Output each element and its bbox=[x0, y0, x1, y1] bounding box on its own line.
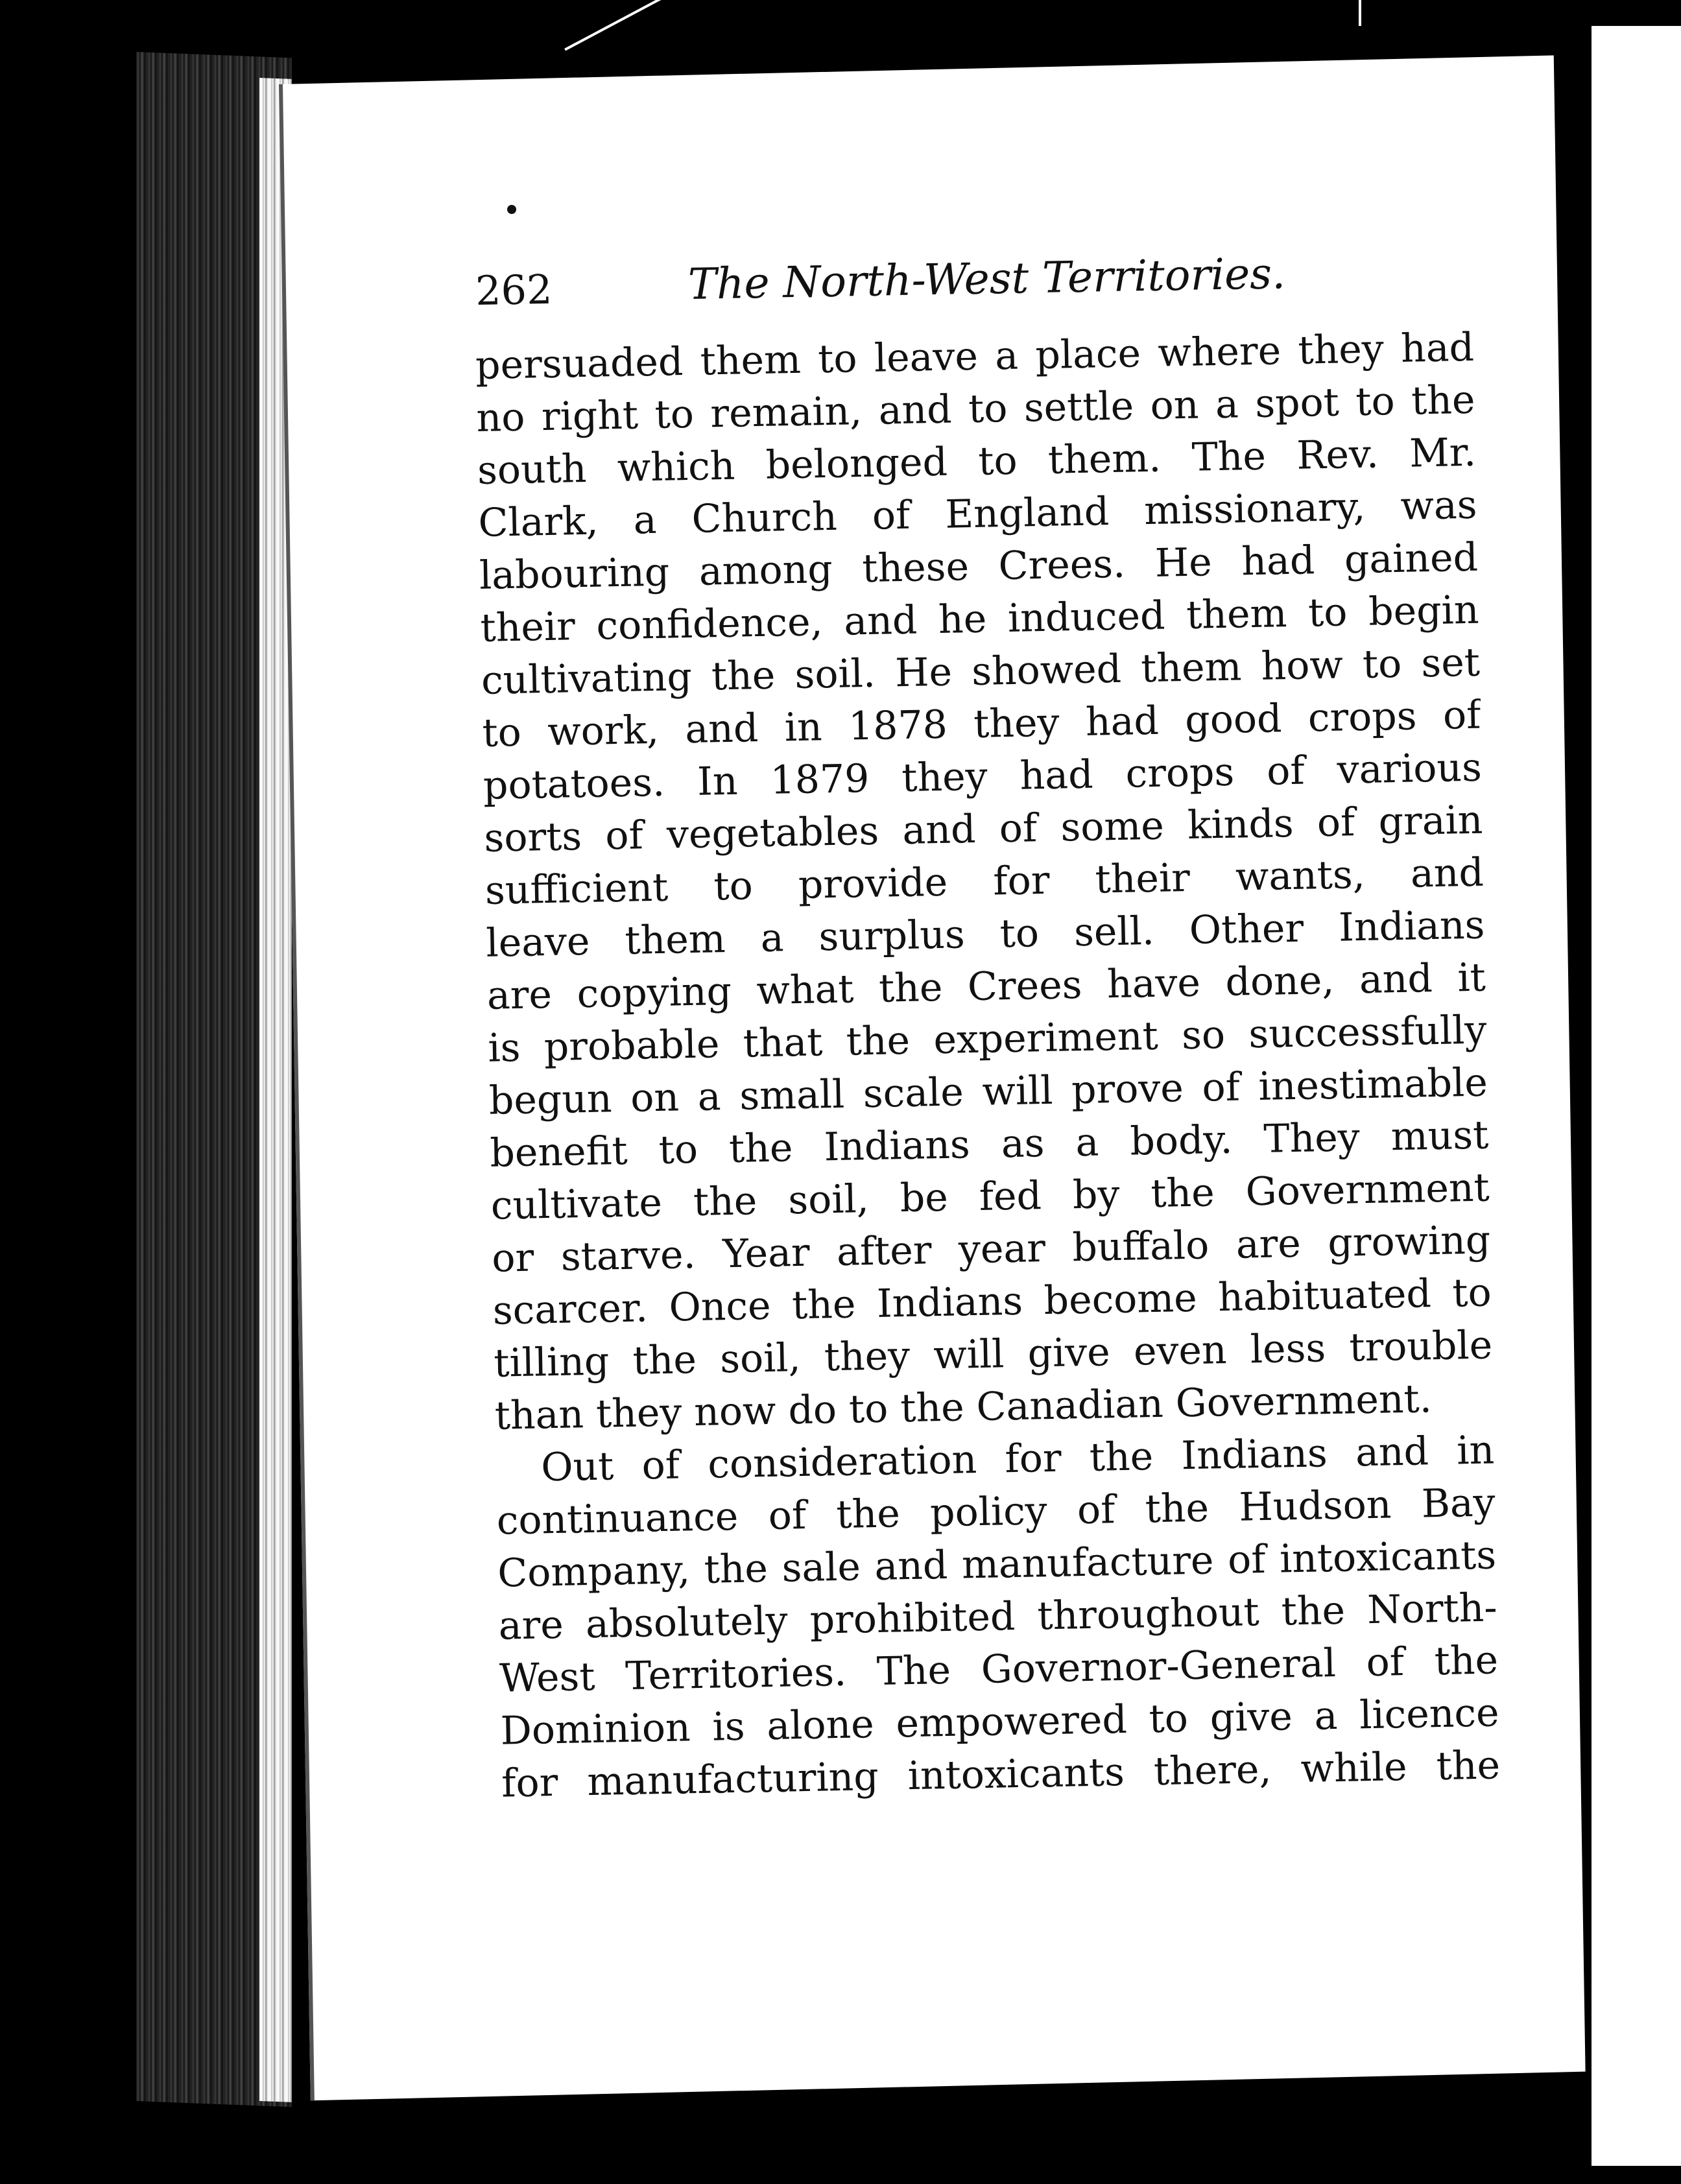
scan-artifact bbox=[564, 0, 674, 51]
text-line: sufficient to provide for their wants, and bbox=[484, 849, 1484, 914]
body-text bbox=[475, 322, 1500, 1810]
text-line: their confidence, and he induced them to begin bbox=[479, 587, 1479, 651]
text-line: than they now do to the Canadian Government. bbox=[494, 1376, 1433, 1439]
text-line: are absolutely prohibited throughout the North- bbox=[498, 1585, 1498, 1649]
text-line: for manufacturing intoxicants there, while the bbox=[501, 1742, 1501, 1807]
text-line: cultivate the soil, be fed by the Government bbox=[490, 1165, 1490, 1229]
text-line: West Territories. The Governor-General of the bbox=[499, 1637, 1499, 1702]
text-line: labouring among these Crees. He had gained bbox=[479, 534, 1479, 599]
text-line: begun on a small scale will prove of inestimable bbox=[488, 1060, 1488, 1124]
text-line: Clark, a Church of England missionary, was bbox=[478, 482, 1478, 546]
text-line: no right to remain, and to settle on a spot to the bbox=[476, 377, 1476, 441]
text-line: potatoes. In 1879 they had crops of various bbox=[483, 744, 1483, 809]
text-line: or starve. Year after year buffalo are growing bbox=[491, 1217, 1491, 1281]
text-line: persuaded them to leave a place where they had bbox=[475, 324, 1475, 388]
text-line: Out of consideration for the Indians and in bbox=[540, 1427, 1495, 1491]
text-line: scarcer. Once the Indians become habituated to bbox=[492, 1270, 1492, 1334]
text-line: benefit to the Indians as a body. They must bbox=[489, 1112, 1489, 1176]
text-line: continuance of the policy of the Hudson Bay bbox=[496, 1480, 1496, 1544]
text-line: south which belonged to them. The Rev. Mr. bbox=[477, 429, 1477, 493]
text-line: Dominion is alone empowered to give a licence bbox=[500, 1690, 1500, 1754]
scan-artifact bbox=[1359, 0, 1361, 26]
page-text bbox=[473, 235, 1501, 1810]
facing-page-edge bbox=[1582, 26, 1681, 2166]
text-line: is probable that the experiment so successfully bbox=[487, 1007, 1487, 1071]
text-line: tilling the soil, they will give even less trouble bbox=[493, 1322, 1493, 1386]
page-number: 262 bbox=[475, 265, 553, 315]
text-line: Company, the sale and manufacture of intoxicants bbox=[497, 1532, 1497, 1596]
text-line: sorts of vegetables and of some kinds of grain bbox=[483, 797, 1483, 861]
running-title: The North-West Territories. bbox=[687, 248, 1286, 309]
ink-dot bbox=[507, 205, 516, 214]
text-line: leave them a surplus to sell. Other Indians bbox=[485, 902, 1485, 966]
text-line: to work, and in 1878 they had good crops of bbox=[481, 692, 1481, 756]
text-line: cultivating the soil. He showed them how to set bbox=[481, 639, 1481, 704]
text-line: are copying what the Crees have done, and it bbox=[486, 955, 1486, 1019]
